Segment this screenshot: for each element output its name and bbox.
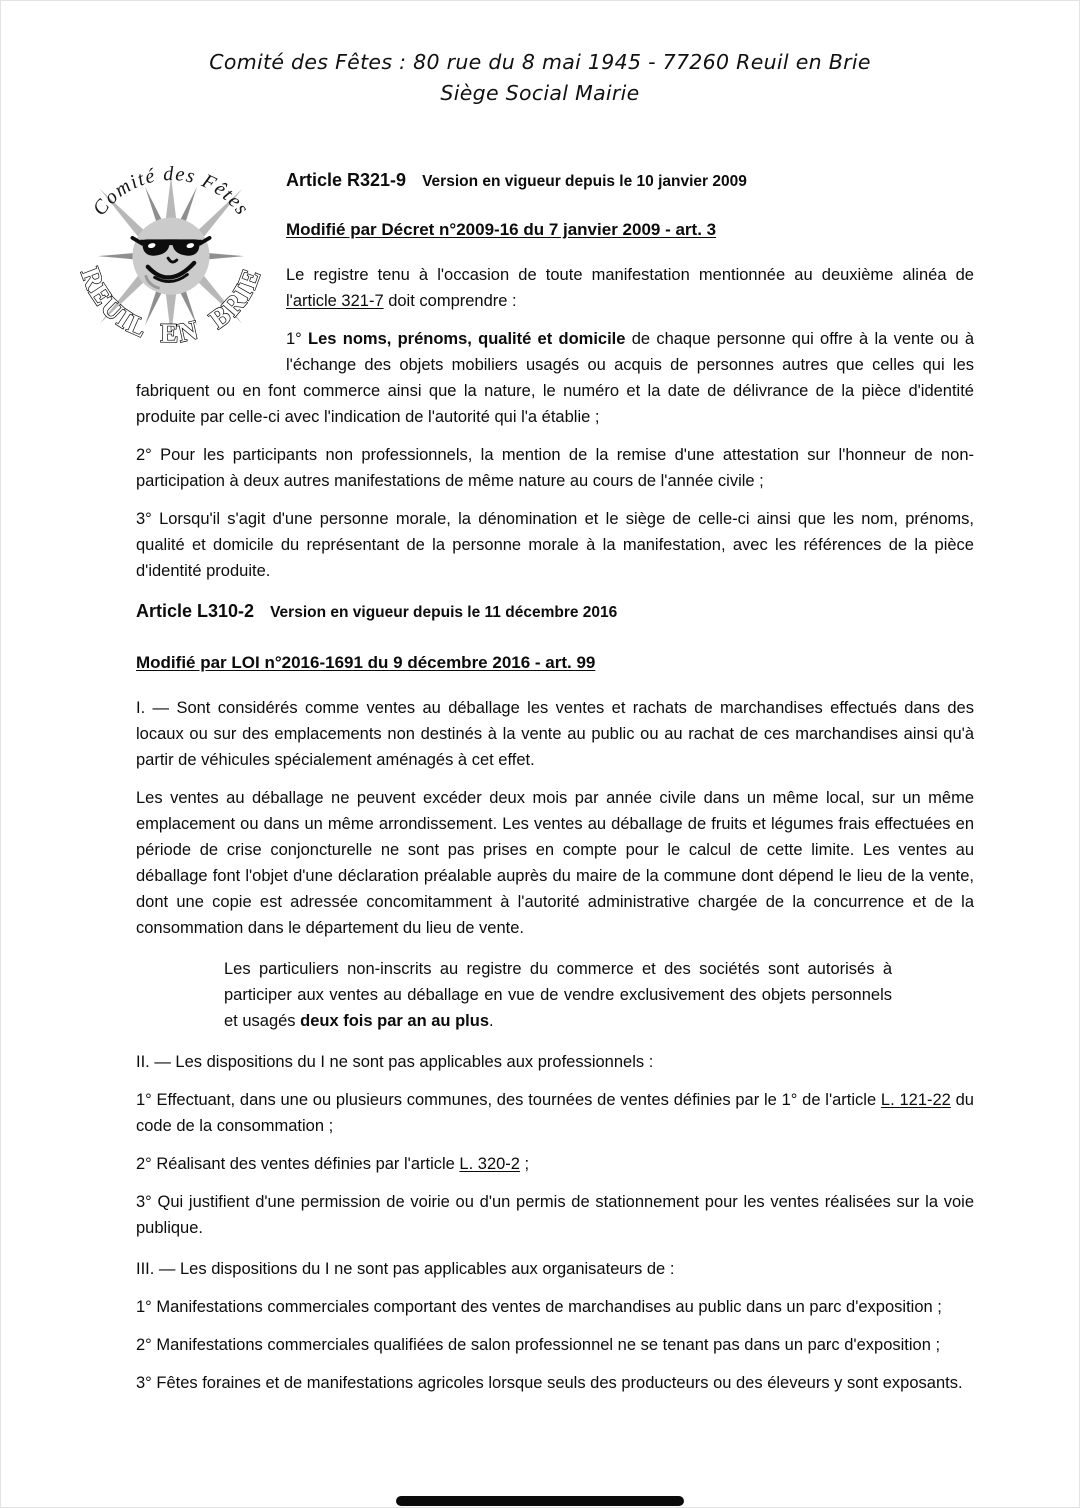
article-r321-9-modified-line: Modifié par Décret n°2009-16 du 7 janvier 2009 - art. 3 [286, 220, 717, 239]
paragraph-pro-2: 2° Réalisant des ventes définies par l'article L. 320-2 ; [136, 1155, 530, 1173]
gesture-navigation-bar[interactable] [396, 1496, 684, 1506]
article-l310-2-version: Version en vigueur depuis le 11 décembre 2016 [270, 604, 618, 621]
article-l310-2-title: Article L310-2 [136, 601, 255, 621]
paragraph-III: III. — Les dispositions du I ne sont pas applicables aux organisateurs de : [136, 1260, 675, 1278]
paragraph-pro-3: 3° Qui justifient d'une permission de voirie ou d'un permis de stationnement pour les ventes réalisées sur la voie publique. [136, 1193, 974, 1237]
paragraph-pro-1: 1° Effectuant, dans une ou plusieurs communes, des tournées de ventes définies par le 1° de l'article L. 121-22 du code de la consommation ; [136, 1091, 974, 1135]
article-r321-9-version: Version en vigueur depuis le 10 janvier 2009 [422, 173, 747, 190]
paragraph-registre: Le registre tenu à l'occasion de toute manifestation mentionnée au deuxième alinéa de l'article 321-7 doit comprendre : [286, 266, 974, 310]
paragraph-item-2: 2° Pour les participants non professionnels, la mention de la remise d'une attestation sur l'honneur de non-participation à deux autres manifestations de même nature au cours de l'année civile ; [136, 446, 974, 490]
paragraph-item-3: 3° Lorsqu'il s'agit d'une personne morale, la dénomination et le siège de celle-ci ainsi que les nom, prénoms, qualité et domicile du représentant de la personne morale à la manifestation, avec les références de la pièce d'identité produite. [136, 510, 974, 580]
logo-top-text: Comité des Fêtes [88, 162, 254, 220]
link-article-L320-2[interactable]: L. 320-2 [459, 1155, 520, 1173]
article-r321-9-title: Article R321-9 [286, 170, 407, 190]
paragraph-org-2: 2° Manifestations commerciales qualifiées de salon professionnel ne se tenant pas dans un parc d'exposition ; [136, 1336, 941, 1354]
paragraph-org-3: 3° Fêtes foraines et de manifestations agricoles lorsque seuls des producteurs ou des éleveurs y sont exposants. [136, 1374, 963, 1392]
sun-logo-icon [65, 155, 277, 367]
article-l310-2-modified-line: Modifié par LOI n°2016-1691 du 9 décembre 2016 - art. 99 [136, 653, 596, 672]
link-article-L121-22[interactable]: L. 121-22 [880, 1091, 951, 1109]
logo-bottom-text: REUIL EN BRIE [74, 263, 267, 349]
letterhead [1, 1, 1079, 109]
link-article-321-7[interactable]: l'article 321-7 [286, 292, 384, 310]
article-l310-2-heading [136, 600, 974, 624]
letterhead-address: Comité des Fêtes : 80 rue du 8 mai 1945 - 77260 Reuil en Brie [209, 50, 871, 74]
comite-des-fetes-logo [65, 155, 277, 367]
paragraph-item-1: 1° Les noms, prénoms, qualité et domicile de chaque personne qui offre à la vente ou à l'échange des objets mobiliers usagés ou acquis de personnes autres que celles qui les fabriquent ou en font commerce ainsi que la nature, le numéro et la date de délivrance de la pièce d'identité produite par celle-ci avec l'indication de l'autorité qui l'a établie ; [136, 330, 975, 426]
paragraph-II: II. — Les dispositions du I ne sont pas applicables aux professionnels : [136, 1053, 654, 1071]
sun-face [132, 218, 209, 295]
letterhead-siege: Siège Social Mairie [440, 81, 640, 105]
paragraph-I: I. — Sont considérés comme ventes au déballage les ventes et rachats de marchandises effectués dans des locaux ou sur des emplacements non destinés à la vente au public ou au rachat de ces marchandises ainsi qu'à partir de véhicules spécialement aménagés à cet effet. [136, 699, 974, 769]
paragraph-ventes-deballage: Les ventes au déballage ne peuvent excéder deux mois par année civile dans un même local, sur un même emplacement ou dans un même arrondissement. Les ventes au déballage de fruits et légumes frais effectuées en période de crise conjoncturelle ne sont pas prises en compte pour le calcul de cette limite. Les ventes au déballage font l'objet d'une déclaration préalable auprès du maire de la commune dont dépend le lieu de la vente, dont une copie est adressée concomitamment à l'autorité administrative chargée de la concurrence et de la consommation dans le département du lieu de vente. [136, 789, 974, 937]
paragraph-particuliers: Les particuliers non-inscrits au registre du commerce et des sociétés sont autorisés à participer aux ventes au déballage en vue de vendre exclusivement des objets personnels et usagés deux fois par an au plus. [224, 960, 892, 1030]
paragraph-org-1: 1° Manifestations commerciales comportant des ventes de marchandises au public dans un parc d'exposition ; [136, 1298, 942, 1316]
